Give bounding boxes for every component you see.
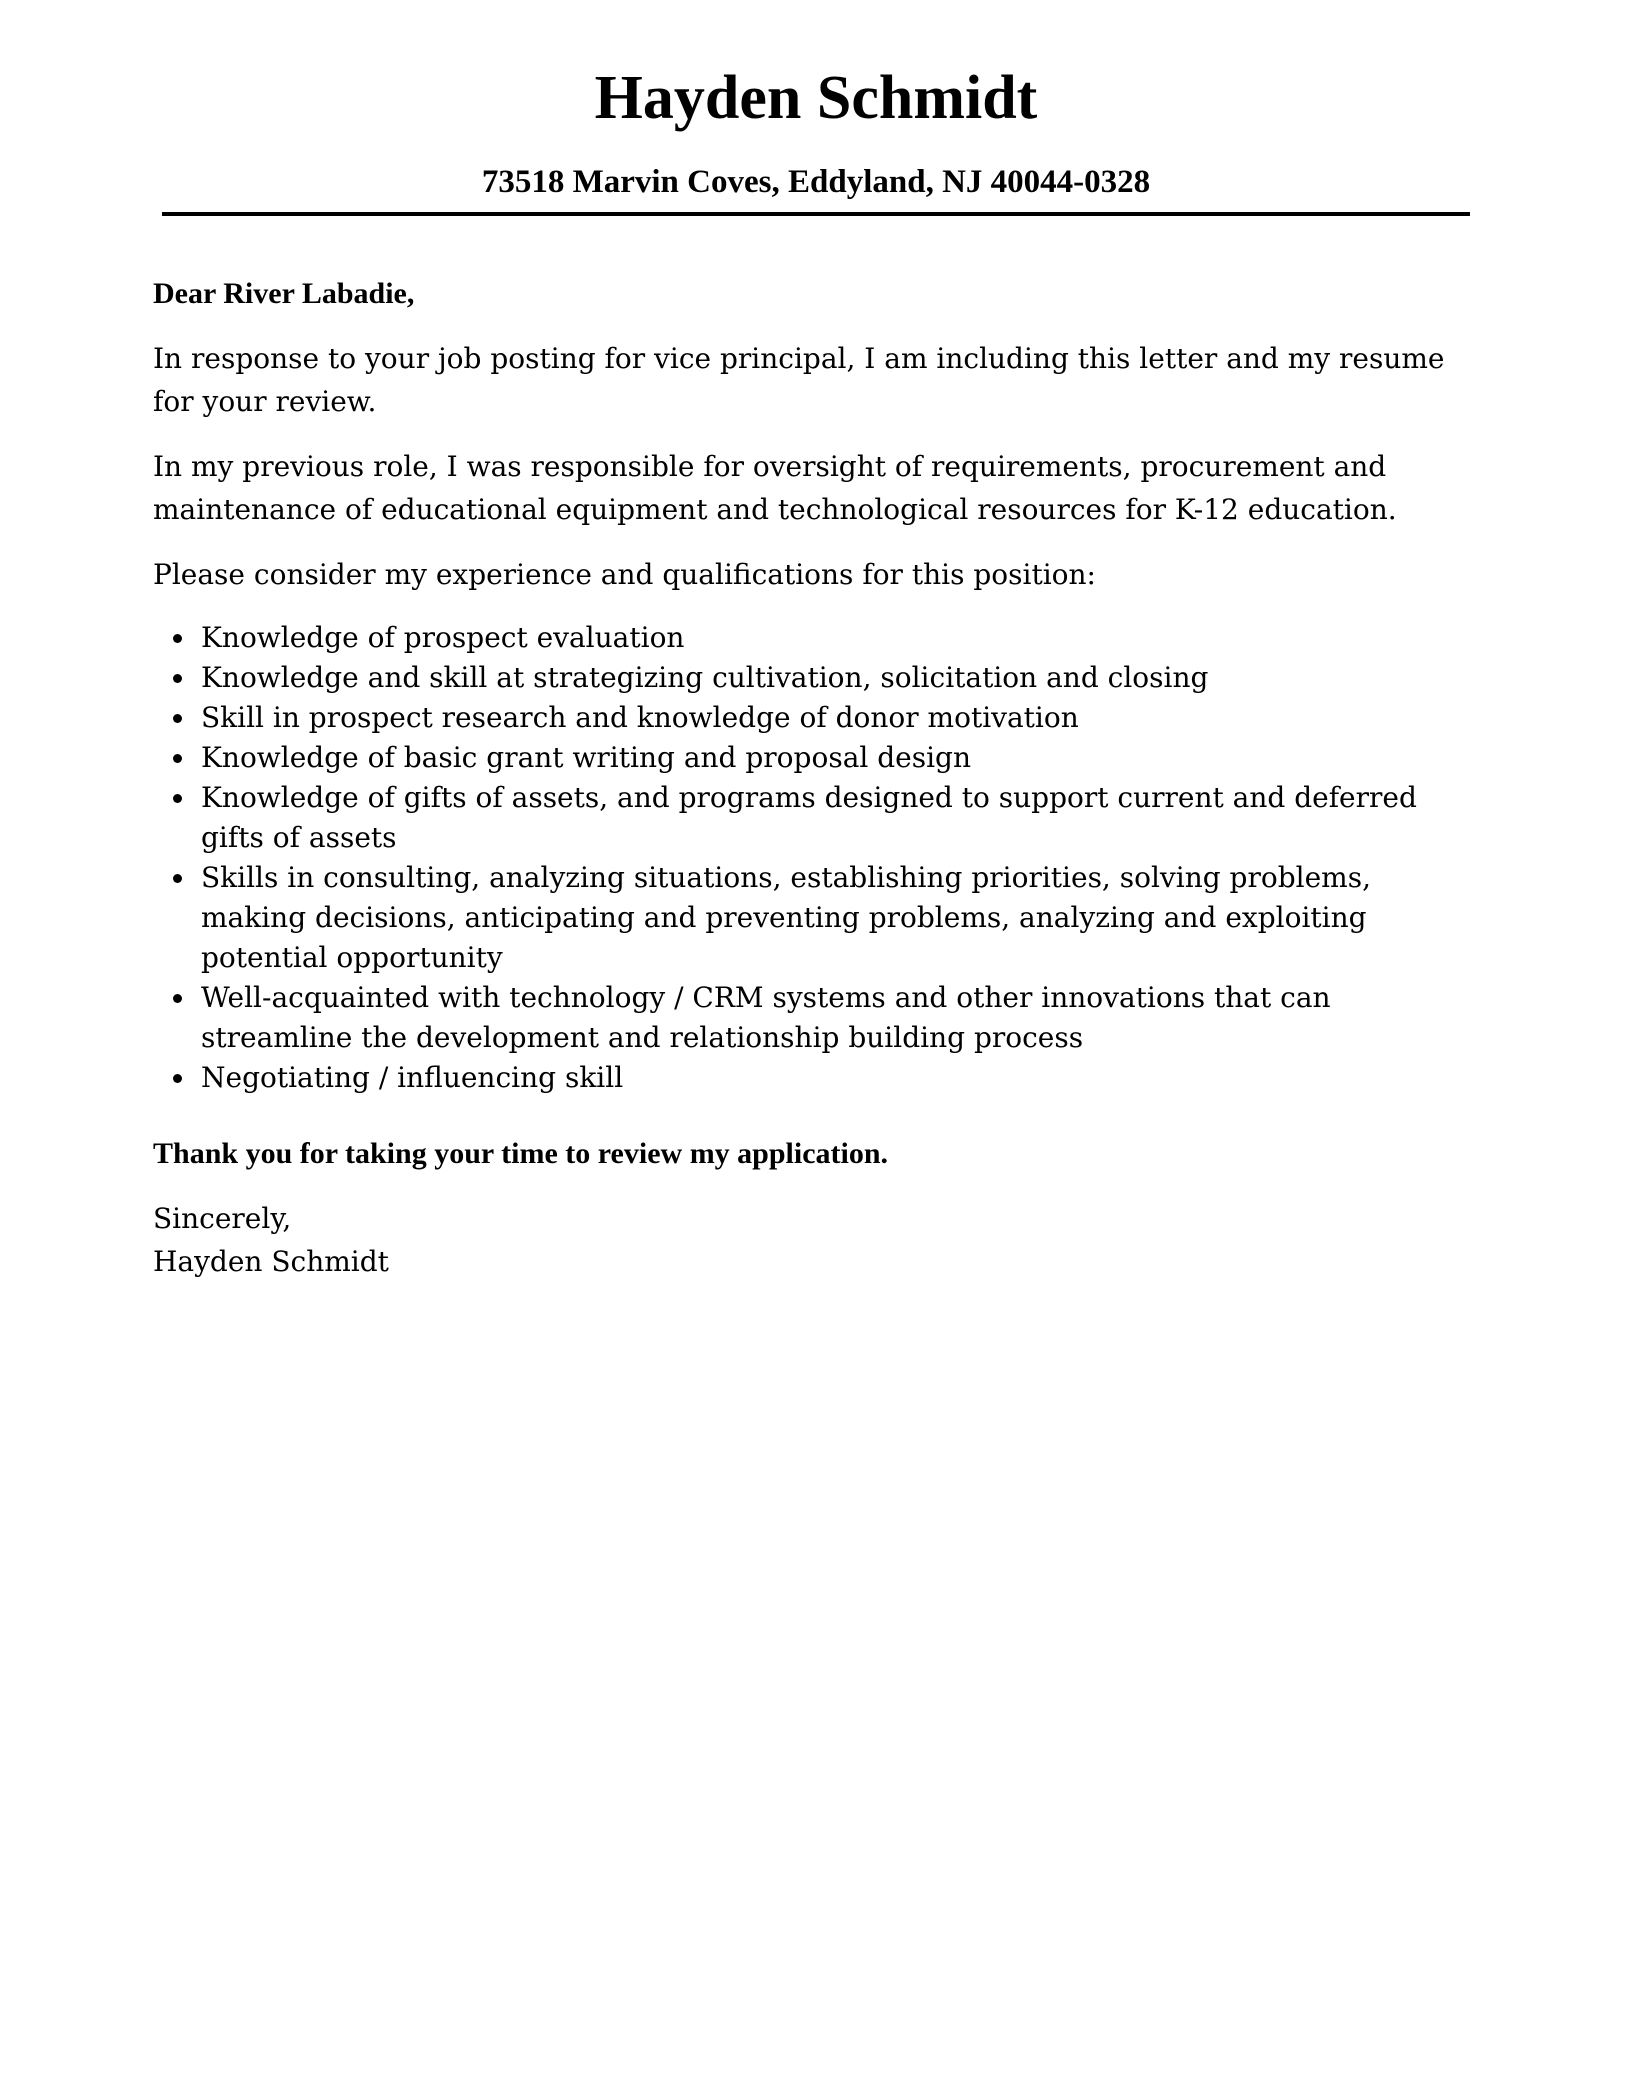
qualifications-intro: Please consider my experience and qualifications for this position: [153,558,1096,591]
list-item: Knowledge and skill at strategizing cultivation, solicitation and closing [201,658,1473,698]
letter-body [153,272,1473,1283]
qualifications-list [153,618,1473,1098]
list-item: Negotiating / influencing skill [201,1058,1473,1098]
intro-paragraph: In response to your job posting for vice principal, I am including this letter and my resume for your review. [153,342,1445,418]
applicant-address: 73518 Marvin Coves, Eddyland, NJ 40044-0328 [481,164,1151,200]
list-item: Knowledge of prospect evaluation [201,618,1473,658]
list-item: Well-acquainted with technology / CRM systems and other innovations that can streamline the development and relationship building process [201,978,1473,1058]
signoff-block [153,1197,1473,1283]
experience-paragraph: In my previous role, I was responsible for oversight of requirements, procurement and maintenance of educational equipment and technological resources for K-12 education. [153,450,1397,526]
list-item: Skill in prospect research and knowledge of donor motivation [201,698,1473,738]
applicant-name: Hayden Schmidt [594,64,1038,132]
salutation: Dear River Labadie, [153,277,415,310]
header-divider [162,212,1470,216]
signoff: Sincerely, [153,1202,292,1235]
signature-name: Hayden Schmidt [153,1245,389,1278]
list-item: Knowledge of gifts of assets, and programs designed to support current and deferred gifts of assets [201,778,1473,858]
letter-header [162,58,1470,216]
list-item: Skills in consulting, analyzing situations, establishing priorities, solving problems, making decisions, anticipating and preventing problems, analyzing and exploiting potential opportunity [201,858,1473,978]
closing-line: Thank you for taking your time to review my application. [153,1137,889,1170]
list-item: Knowledge of basic grant writing and proposal design [201,738,1473,778]
